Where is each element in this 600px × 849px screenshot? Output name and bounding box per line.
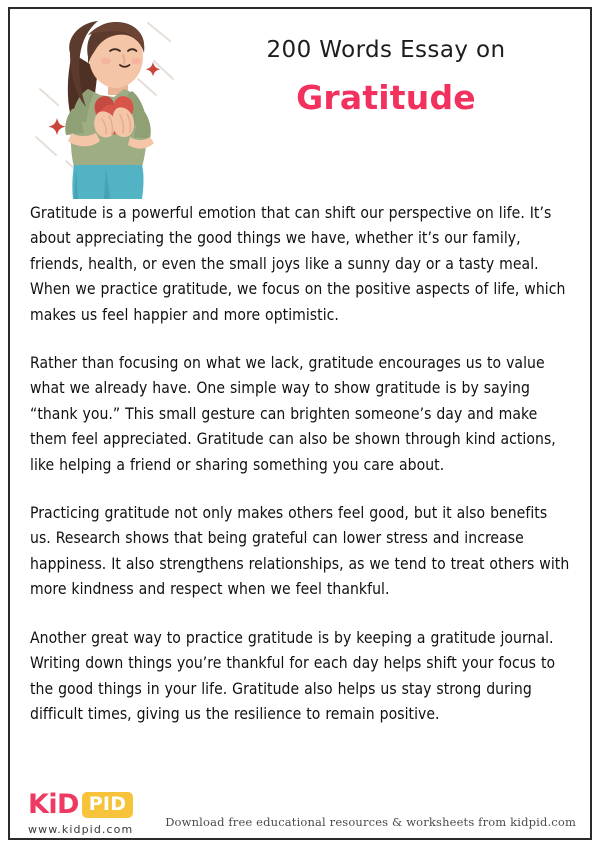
woman-with-heart-illustration	[10, 9, 200, 199]
gratitude-illustration	[10, 9, 200, 199]
essay-paragraph-3: Practicing gratitude not only makes others feel good, but it also benefits us. Research shows that being grateful can lower stress and increase happiness. It also strengthens relationships, as we tend to treat others with more kindness and respect when we feel thankful.	[30, 504, 570, 599]
worksheet-footer	[10, 782, 590, 838]
kidpid-logo[interactable]	[28, 791, 133, 818]
logo-badge-pid: PID	[82, 792, 133, 818]
website-url[interactable]: www.kidpid.com	[28, 823, 134, 836]
blush-left	[101, 58, 111, 65]
essay-paragraph-4: Another great way to practice gratitude is by keeping a gratitude journal. Writing down things you’re thankful for each day helps shift your focus to the good things in your life. Gratitude also helps us stay strong during difficult times, giving us the resilience to remain positive.	[30, 628, 556, 723]
essay-body	[30, 201, 570, 727]
footer-tagline: Download free educational resources & worksheets from kidpid.com	[165, 815, 576, 829]
essay-paragraph-1: Gratitude is a powerful emotion that can shift our perspective on life. It’s about appreciating the good things we have, whether it’s our family, friends, health, or even the small joys like a sunny day or a tasty meal. When we practice gratitude, we focus on the positive aspects of life, which makes us feel happier and more optimistic.	[30, 204, 566, 324]
kidpid-branding[interactable]	[10, 791, 133, 838]
essay-paragraph-2: Rather than focusing on what we lack, gratitude encourages us to value what we already have. One simple way to show gratitude is by saying “thank you.” This small gesture can brighten someone’s day and make them feel appreciated. Gratitude can also be shown through kind actions, like helping a friend or sharing something you care about.	[30, 354, 556, 474]
blush-right	[131, 58, 141, 65]
essay-title-prefix: 200 Words Essay on	[266, 37, 506, 63]
title-block	[200, 9, 590, 117]
essay-title-topic: Gratitude	[296, 77, 476, 117]
logo-text-kid: KiD	[28, 789, 79, 820]
worksheet-header	[10, 9, 590, 199]
